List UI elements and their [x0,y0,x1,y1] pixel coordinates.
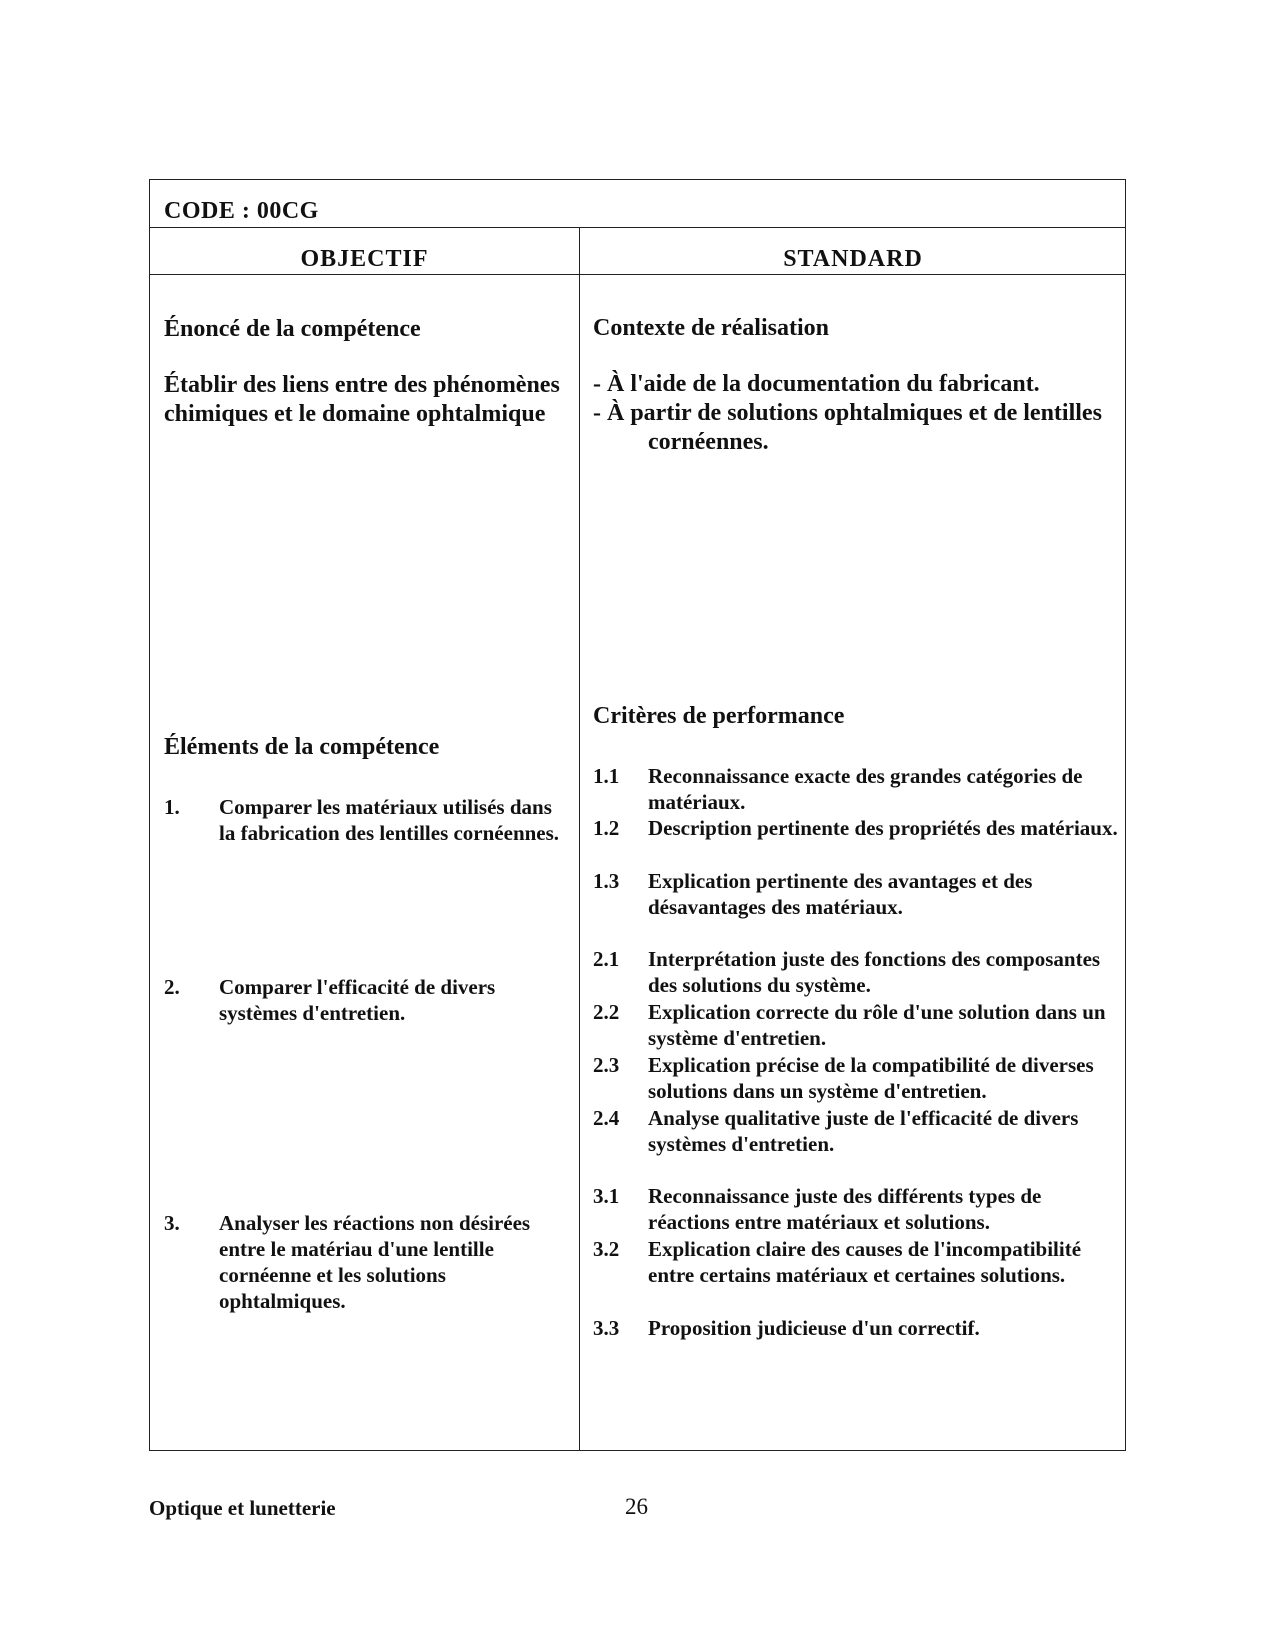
criterion-number: 1.2 [593,816,620,840]
criterion-3-2 [593,1236,1123,1288]
criterion-1-2 [593,815,1123,841]
criterion-number: 2.1 [593,947,620,971]
criterion-text: Description pertinente des propriétés des matériaux. [648,816,1118,840]
elements-title: Éléments de la compétence [164,734,440,760]
criterion-text: Explication précise de la compatibilité de diverses solutions dans un système d'entretien. [648,1053,1094,1103]
element-text: Comparer l'efficacité de divers systèmes d'entretien. [219,975,496,1025]
element-text: Analyser les réactions non désirées entre le matériau d'une lentille cornéenne et les solutions ophtalmiques. [219,1211,531,1313]
criterion-number: 2.2 [593,1000,620,1024]
criterion-1-1 [593,763,1123,815]
criterion-2-3 [593,1052,1123,1104]
criterion-2-2 [593,999,1123,1051]
competency-code: CODE : 00CG [164,198,319,224]
context-item: - À l'aide de la documentation du fabricant. [593,371,1040,397]
criterion-text: Explication claire des causes de l'incompatibilité entre certains matériaux et certaines solutions. [648,1237,1082,1287]
page-number: 26 [625,1494,648,1519]
footer-program: Optique et lunetterie [149,1496,336,1520]
element-number: 1. [164,795,180,819]
criterion-text: Analyse qualitative juste de l'efficacité de divers systèmes d'entretien. [648,1106,1079,1156]
criterion-number: 1.3 [593,869,620,893]
criterion-number: 3.3 [593,1316,620,1340]
element-number: 3. [164,1211,180,1235]
criterion-text: Interprétation juste des fonctions des composantes des solutions du système. [648,947,1101,997]
criterion-3-1 [593,1183,1123,1235]
competency-statement: Établir des liens entre des phénomènes chimiques et le domaine ophtalmique [164,372,560,427]
criterion-text: Explication correcte du rôle d'une solution dans un système d'entretien. [648,1000,1106,1050]
criterion-number: 2.4 [593,1106,620,1130]
objectif-header: OBJECTIF [300,246,429,272]
element-text: Comparer les matériaux utilisés dans la fabrication des lentilles cornéennes. [219,795,560,845]
criterion-text: Reconnaissance juste des différents types de réactions entre matériaux et solutions. [648,1184,1042,1234]
statement-title: Énoncé de la compétence [164,316,421,342]
standard-column [149,179,1126,1451]
criterion-text: Reconnaissance exacte des grandes catégories de matériaux. [648,764,1083,814]
element-number: 2. [164,975,180,999]
criterion-2-4 [593,1105,1123,1157]
standard-header: STANDARD [783,246,923,272]
criterion-number: 1.1 [593,764,620,788]
criterion-number: 3.1 [593,1184,620,1208]
criterion-text: Proposition judicieuse d'un correctif. [648,1316,980,1340]
context-title: Contexte de réalisation [593,315,829,341]
criterion-text: Explication pertinente des avantages et des désavantages des matériaux. [648,869,1033,919]
criterion-number: 3.2 [593,1237,620,1261]
context-item: - À partir de solutions ophtalmiques et de lentilles cornéennes. [593,400,1102,455]
context-list [593,370,1118,457]
criteria-title: Critères de performance [593,703,845,729]
context-section [593,314,1118,457]
criterion-1-3 [593,868,1123,920]
criterion-2-1 [593,946,1123,998]
criterion-number: 2.3 [593,1053,620,1077]
criterion-3-3 [593,1315,1123,1341]
